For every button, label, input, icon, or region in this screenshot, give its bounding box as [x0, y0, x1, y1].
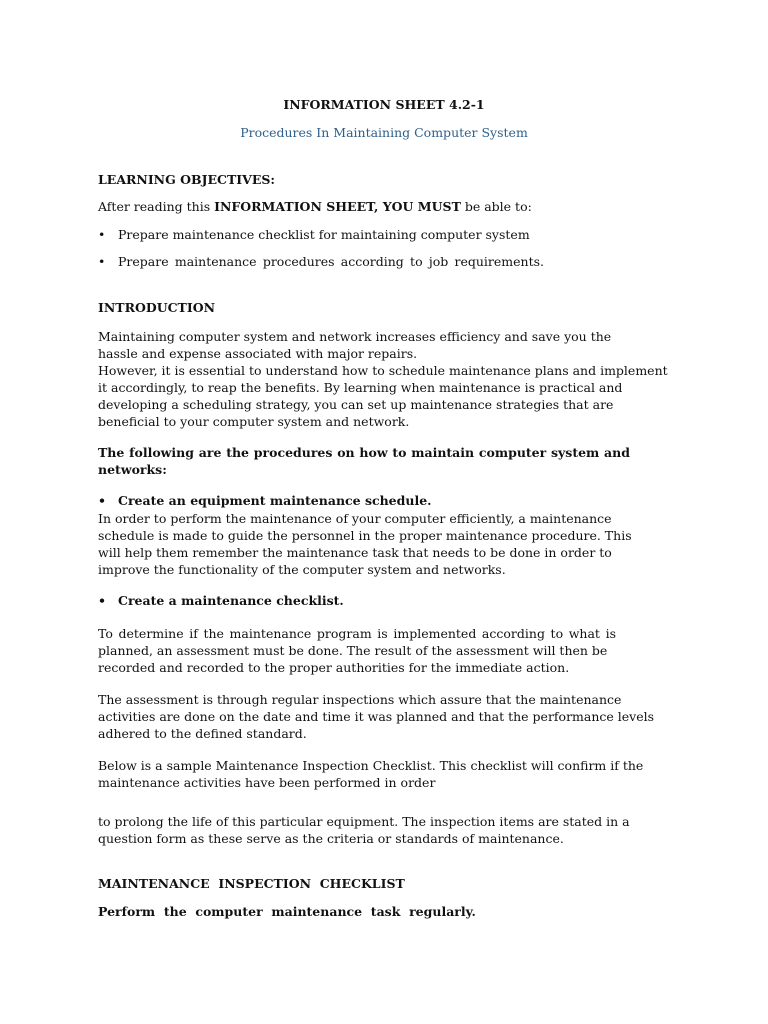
- checklist-item-title: [98, 592, 344, 609]
- bullet-icon: •: [98, 493, 106, 508]
- text-line: activities are done on the date and time it was planned and that the performance levels: [98, 709, 655, 724]
- checklist-title-text: Create a maintenance checklist.: [118, 593, 344, 608]
- introduction-paragraph: [98, 328, 678, 430]
- objective-item: [98, 253, 544, 270]
- text-line: In order to perform the maintenance of your computer efficiently, a maintenance: [98, 511, 612, 526]
- checklist-paragraph: [98, 625, 616, 676]
- assessment-paragraph: [98, 691, 678, 742]
- introduction-heading: INTRODUCTION: [98, 300, 216, 315]
- objectives-intro: [98, 198, 532, 215]
- text-line: it accordingly, to reap the benefits. By learning when maintenance is practical and: [98, 380, 623, 395]
- text-line: hassle and expense associated with major repairs.: [98, 346, 418, 361]
- checklist-section-heading: MAINTENANCE INSPECTION CHECKLIST: [98, 876, 405, 891]
- schedule-title-text: Create an equipment maintenance schedule.: [118, 493, 432, 508]
- text-line: improve the functionality of the computer system and networks.: [98, 562, 506, 577]
- checklist-task: Perform the computer maintenance task regularly.: [98, 904, 476, 919]
- text-line: schedule is made to guide the personnel in the proper maintenance procedure. This: [98, 528, 632, 543]
- intro-prefix: After reading this: [98, 199, 215, 214]
- objective-item: [98, 226, 530, 243]
- intro-suffix: be able to:: [460, 199, 532, 214]
- text-line: beneficial to your computer system and network.: [98, 414, 410, 429]
- text-line: adhered to the defined standard.: [98, 726, 307, 741]
- text-line: to prolong the life of this particular equipment. The inspection items are stated in a: [98, 814, 630, 829]
- objective-text: Prepare maintenance procedures according to job requirements.: [118, 254, 544, 269]
- text-line: Maintaining computer system and network increases efficiency and save you the: [98, 329, 612, 344]
- text-line: The following are the procedures on how to maintain computer system and: [98, 445, 630, 460]
- bullet-icon: •: [98, 593, 106, 608]
- sheet-title: INFORMATION SHEET 4.2-1: [283, 97, 485, 112]
- text-line: However, it is essential to understand how to schedule maintenance plans and implement: [98, 363, 668, 378]
- bullet-icon: •: [98, 227, 106, 242]
- bullet-icon: •: [98, 254, 106, 269]
- objectives-heading: LEARNING OBJECTIVES:: [98, 172, 275, 187]
- text-line: To determine if the maintenance program is implemented according to what is: [98, 626, 616, 641]
- text-line: maintenance activities have been performed in order: [98, 775, 436, 790]
- text-line: planned, an assessment must be done. The result of the assessment will then be: [98, 643, 608, 658]
- sample-paragraph: [98, 757, 678, 791]
- text-line: Below is a sample Maintenance Inspection Checklist. This checklist will confirm if the: [98, 758, 644, 773]
- text-line: will help them remember the maintenance task that needs to be done in order to: [98, 545, 612, 560]
- text-line: recorded and recorded to the proper authorities for the immediate action.: [98, 660, 570, 675]
- text-line: developing a scheduling strategy, you can set up maintenance strategies that are: [98, 397, 614, 412]
- text-line: question form as these serve as the criteria or standards of maintenance.: [98, 831, 564, 846]
- schedule-item-title: [98, 492, 432, 509]
- objective-text: Prepare maintenance checklist for maintaining computer system: [118, 227, 530, 242]
- procedures-heading: [98, 444, 630, 478]
- intro-bold: INFORMATION SHEET, YOU MUST: [214, 199, 461, 214]
- schedule-paragraph: [98, 510, 678, 578]
- sheet-subtitle: Procedures In Maintaining Computer System: [240, 125, 528, 140]
- prolong-paragraph: [98, 813, 678, 847]
- text-line: networks:: [98, 462, 167, 477]
- text-line: The assessment is through regular inspections which assure that the maintenance: [98, 692, 622, 707]
